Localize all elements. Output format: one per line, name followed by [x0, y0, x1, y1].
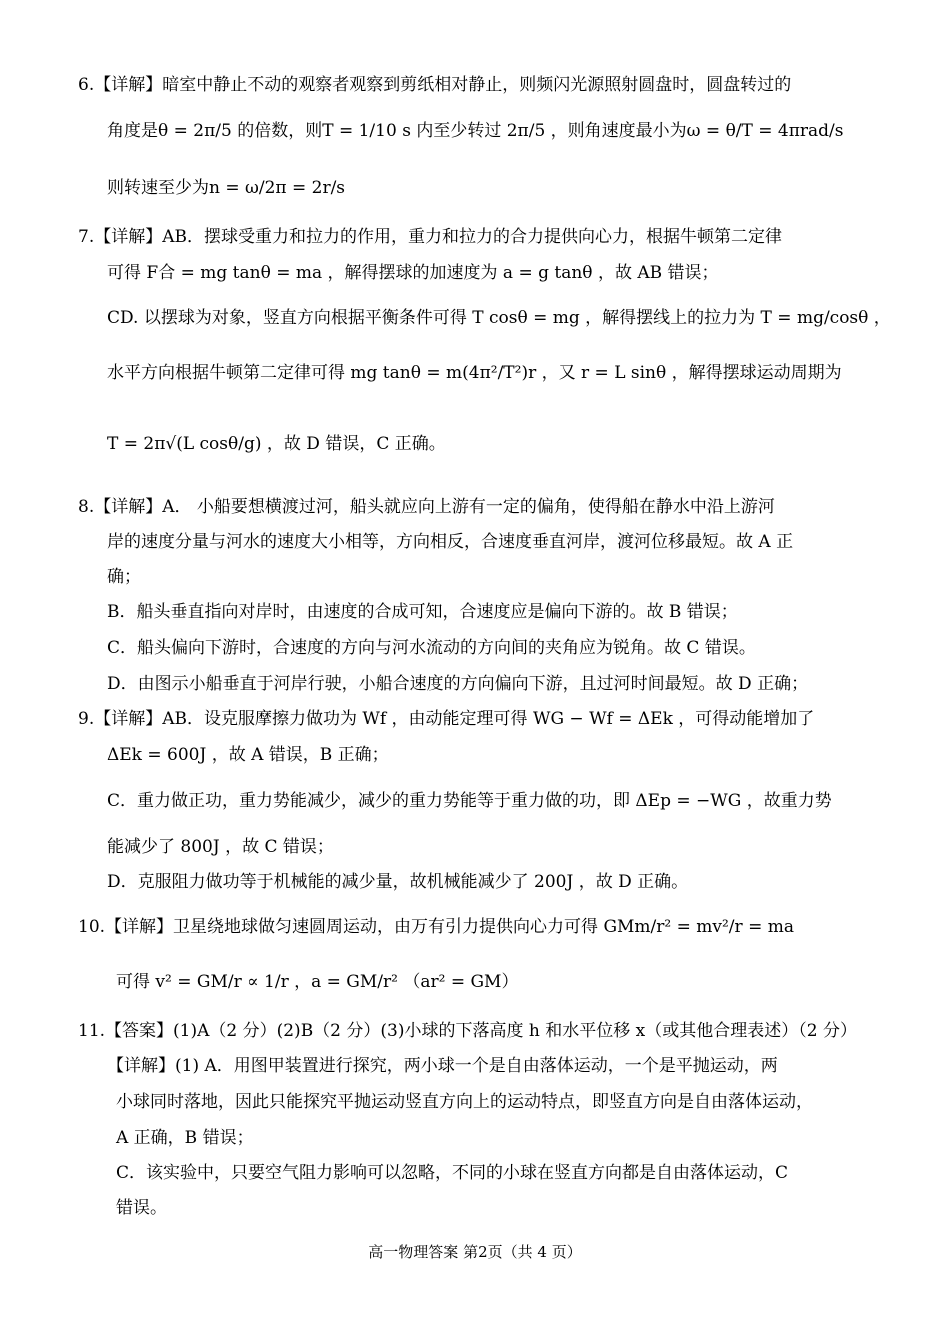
q7-line-1: 7.【详解】AB．摆球受重力和拉力的作用，重力和拉力的合力提供向心力，根据牛顿第二定律 [78, 227, 782, 247]
q9-line-4: 能减少了 800J ，故 C 错误； [107, 837, 334, 857]
q8-line-3: 确； [107, 567, 141, 587]
q6-line-3: 则转速至少为n = ω/2π = 2r/s [107, 178, 346, 198]
q9-line-2: ΔEk = 600J ，故 A 错误，B 正确； [107, 745, 389, 765]
q9-line-5: D．克服阻力做功等于机械能的减少量，故机械能减少了 200J ，故 D 正确。 [107, 872, 689, 892]
q8-line-4: B．船头垂直指向对岸时，由速度的合成可知，合速度应是偏向下游的。故 B 错误； [107, 602, 738, 622]
q6-line-2: 角度是θ = 2π/5 的倍数，则T = 1/10 s 内至少转过 2π/5 ，则角速度最小为ω = θ/T = 4πrad/s [107, 121, 844, 141]
q7-line-4: 水平方向根据牛顿第二定律可得 mg tanθ = m(4π²/T²)r ，又 r = L sinθ ，解得摆球运动周期为 [107, 363, 842, 383]
q11-line-6: 错误。 [116, 1198, 167, 1218]
q7-line-5: T = 2π√(L cosθ/g) ，故 D 错误，C 正确。 [107, 434, 446, 454]
q7-line-3: CD. 以摆球为对象，竖直方向根据平衡条件可得 T cosθ = mg ，解得摆线上的拉力为 T = mg/cosθ ， [107, 308, 891, 328]
q10-line-2: 可得 v² = GM/r ∝ 1/r ，a = GM/r² （ar² = GM） [116, 972, 519, 992]
page-footer: 高一物理答案 第2页（共 4 页） [368, 1243, 582, 1261]
q8-line-2: 岸的速度分量与河水的速度大小相等，方向相反，合速度垂直河岸，渡河位移最短。故 A 正 [107, 532, 794, 552]
q9-line-1: 9.【详解】AB．设克服摩擦力做功为 Wf ，由动能定理可得 WG − Wf = ΔEk ，可得动能增加了 [78, 709, 815, 729]
q11-line-4: A 正确，B 错误； [116, 1128, 254, 1148]
q10-line-1: 10.【详解】卫星绕地球做匀速圆周运动，由万有引力提供向心力可得 GMm/r² = mv²/r = ma [78, 917, 794, 937]
q11-line-5: C．该实验中，只要空气阻力影响可以忽略，不同的小球在竖直方向都是自由落体运动，C [116, 1163, 789, 1183]
q6-line-1: 6.【详解】暗室中静止不动的观察者观察到剪纸相对静止，则频闪光源照射圆盘时，圆盘转过的 [78, 75, 792, 95]
q7-line-2: 可得 F合 = mg tanθ = ma ，解得摆球的加速度为 a = g tanθ ，故 AB 错误； [107, 263, 719, 283]
q11-answer-line: 11.【答案】(1)A（2 分）(2)B（2 分）(3)小球的下落高度 h 和水平位移 x（或其他合理表述）（2 分） [78, 1021, 857, 1041]
q8-line-1: 8.【详解】A． 小船要想横渡过河，船头就应向上游有一定的偏角，使得船在静水中沿上游河 [78, 497, 775, 517]
q8-line-5: C．船头偏向下游时，合速度的方向与河水流动的方向间的夹角应为锐角。故 C 错误。 [107, 638, 756, 658]
q9-line-3: C．重力做正功，重力势能减少，减少的重力势能等于重力做的功，即 ΔEp = −WG ，故重力势 [107, 791, 832, 811]
q11-line-3: 小球同时落地，因此只能探究平抛运动竖直方向上的运动特点，即竖直方向是自由落体运动， [116, 1092, 813, 1112]
q11-line-2: 【详解】(1) A．用图甲装置进行探究，两小球一个是自由落体运动，一个是平抛运动，两 [107, 1056, 778, 1076]
q8-line-6: D．由图示小船垂直于河岸行驶，小船合速度的方向偏向下游，且过河时间最短。故 D 正确； [107, 674, 809, 694]
